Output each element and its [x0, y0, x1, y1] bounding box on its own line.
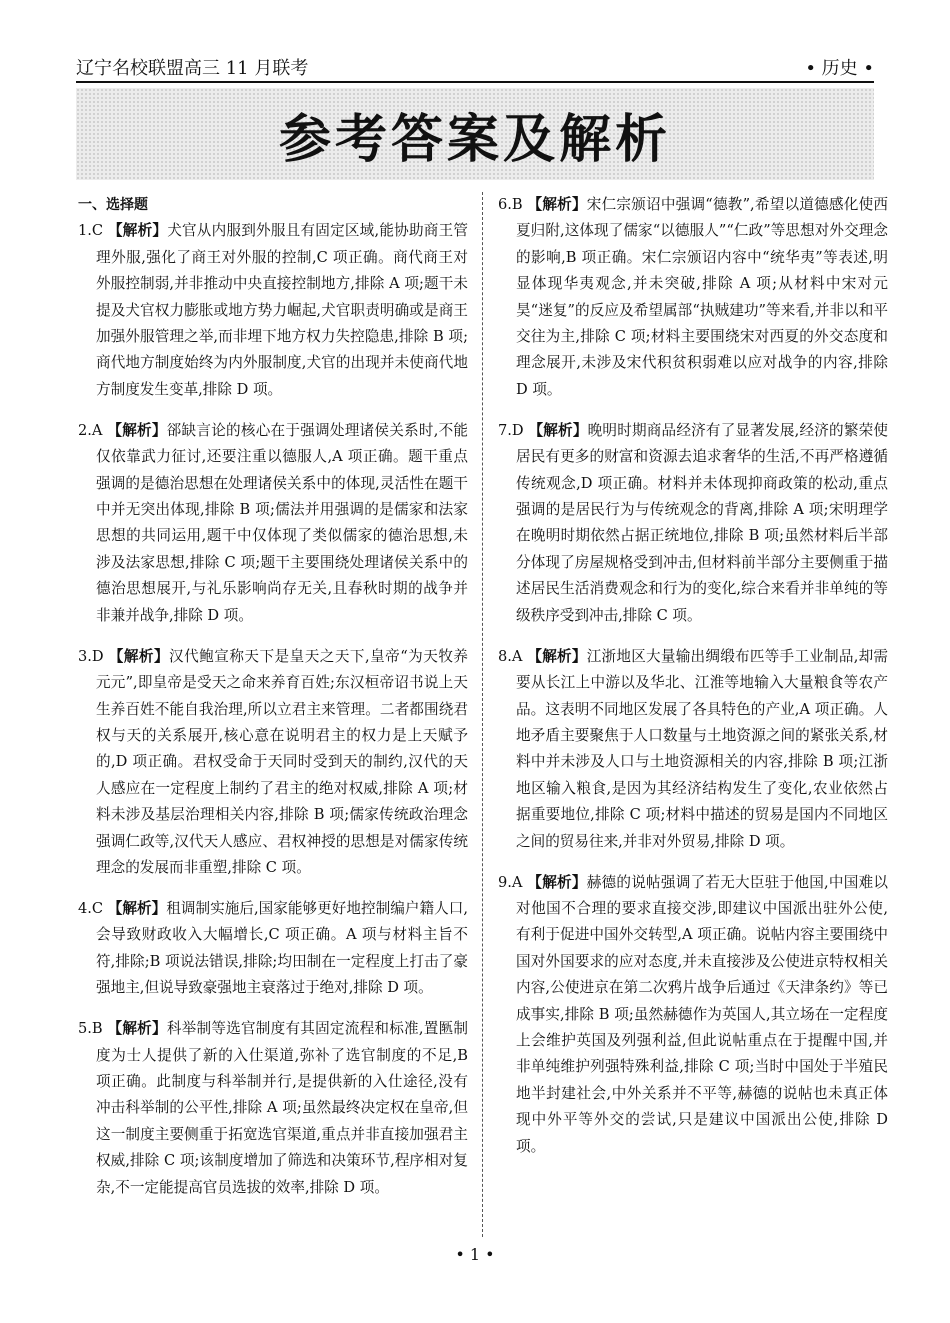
- header-rule: [76, 81, 874, 83]
- analysis-tag: 【解析】: [527, 647, 587, 665]
- answer-item: [498, 418, 888, 629]
- analysis-tag: 【解析】: [527, 873, 587, 891]
- analysis-tag: 【解析】: [107, 899, 167, 917]
- answer-item: [78, 1016, 468, 1201]
- answer-key: 9.A: [498, 873, 523, 891]
- answer-key: 8.A: [498, 647, 523, 665]
- answer-item: [78, 644, 468, 882]
- answer-text: 郤缺言论的核心在于强调处理诸侯关系时,不能仅依靠武力征讨,还要注重以德服人,A 项正确。题干重点强调的是德治思想在处理诸侯关系中的体现,灵活性在题干中并无突出体现,排除 B 项;儒法并用强调的是儒家和法家思想的共同运用,题干中仅体现了类似儒家的德治思想,未涉及法家思想,排除 C 项;题干主要围绕处理诸侯关系中的德治思想展开,与礼乐影响尚存无关,且春秋时期的战争并非兼并战争,排除 D 项。: [96, 421, 468, 624]
- subject-label: • 历史 •: [805, 58, 874, 79]
- page-number: • 1 •: [455, 1245, 495, 1264]
- analysis-tag: 【解析】: [107, 1020, 167, 1038]
- left-column: [78, 192, 468, 1205]
- answer-text: 江浙地区大量输出绸缎布匹等手工业制品,却需要从长江上中游以及华北、江淮等地输入大量粮食等农产品。这表明不同地区发展了各具特色的产业,A 项正确。人地矛盾主要聚焦于人口数量与土地资源之间的紧张关系,材料中并未涉及人口与土地资源相关的内容,排除 B 项;江浙地区输入粮食,是因为其经济结构发生了变化,农业依然占据重要地位,排除 C 项;材料中描述的贸易是国内不同地区之间的贸易往来,并非对外贸易,排除 D 项。: [516, 647, 888, 850]
- answer-item: [498, 192, 888, 403]
- answer-key: 2.A: [78, 421, 103, 439]
- answer-key: 5.B: [78, 1020, 103, 1038]
- analysis-tag: 【解析】: [107, 222, 168, 240]
- analysis-tag: 【解析】: [527, 196, 587, 213]
- answer-text: 犬官从内服到外服且有固定区域,能协助商王管理外服,强化了商王对外服的控制,C 项正确。商代商王对外服控制弱,并非推动中央直接控制地方,排除 A 项;题干未提及犬官权力膨胀或地方势力崛起,犬官职责明确或是商王加强外服管理之举,而非埋下地方权力失控隐患,排除 B 项;商代地方制度始终为内外服制度,犬官的出现并未使商代地方制度发生变革,排除 D 项。: [96, 222, 468, 398]
- analysis-tag: 【解析】: [107, 421, 167, 439]
- right-column: [498, 192, 888, 1164]
- answer-text: 科举制等选官制度有其固定流程和标准,置匦制度为士人提供了新的入仕渠道,弥补了选官制度的不足,B 项正确。此制度与科举制并行,是提供新的入仕途径,没有冲击科举制的公平性,排除 A 项;虽然最终决定权在皇帝,但这一制度主要侧重于拓宽选官渠道,重点并非直接加强君主权威,排除 C 项;该制度增加了筛选和决策环节,程序相对复杂,不一定能提高官员选拔的效率,排除 D 项。: [96, 1020, 468, 1196]
- exam-title: 辽宁名校联盟高三 11 月联考: [76, 58, 309, 79]
- analysis-tag: 【解析】: [108, 647, 170, 665]
- answer-item: [78, 418, 468, 629]
- section-heading: 一、选择题: [78, 197, 148, 213]
- answer-key: 1.C: [78, 222, 104, 240]
- answer-text: 租调制实施后,国家能够更好地控制编户籍人口,会导致财政收入大幅增长,C 项正确。A 项与材料主旨不符,排除;B 项说法错误,排除;均田制在一定程度上打击了豪强地主,但说导致豪强地主衰落过于绝对,排除 D 项。: [96, 899, 469, 997]
- page-title: 参考答案及解析: [278, 109, 671, 170]
- answer-item: [78, 896, 468, 1002]
- answer-key: 3.D: [78, 647, 104, 665]
- answer-item: [498, 644, 888, 855]
- answer-text: 宋仁宗颁诏中强调“德教”,希望以道德感化使西夏归附,这体现了儒家“以德服人”“仁政”等思想对外交理念的影响,B 项正确。宋仁宗颁诏内容中“统华夷”等表述,明显体现华夷观念,并未突破,排除 A 项;从材料中宋对元昊“迷复”的反应及希望属部“执贼建功”等来看,并非以和平交往为主,排除 C 项;材料主要围绕宋对西夏的外交态度和理念展开,未涉及宋代积贫积弱难以应对战争的内容,排除 D 项。: [516, 196, 888, 398]
- answer-key: 4.C: [78, 899, 104, 917]
- answer-text: 晚明时期商品经济有了显著发展,经济的繁荣使居民有更多的财富和资源去追求奢华的生活,不再严格遵循传统观念,D 项正确。材料并未体现抑商政策的松动,重点强调的是居民行为与传统观念的背离,排除 A 项;宋明理学在晚明时期依然占据正统地位,排除 B 项;虽然材料后半部分体现了房屋规格受到冲击,但材料前半部分主要侧重于描述居民生活消费观念和行为的变化,综合来看并非单纯的等级秩序受到冲击,排除 C 项。: [516, 421, 888, 624]
- answer-text: 汉代鲍宣称天下是皇天之天下,皇帝“为天牧养元元”,即皇帝是受天之命来养育百姓;东汉桓帝诏书说上天生养百姓不能自我治理,所以立君主来管理。二者都围绕君权与天的关系展开,核心意在说明君主的权力是上天赋予的,D 项正确。君权受命于天同时受到天的制约,汉代的天人感应在一定程度上制约了君主的绝对权威,排除 A 项;材料未涉及基层治理相关内容,排除 B 项;儒家传统政治理念强调仁政等,汉代天人感应、君权神授的思想是对儒家传统理念的发展而非重塑,排除 C 项。: [96, 647, 468, 876]
- answer-key: 6.B: [498, 196, 523, 213]
- answer-item: [78, 218, 468, 403]
- answer-key: 7.D: [498, 421, 524, 439]
- title-banner: [76, 88, 874, 180]
- answer-item: [498, 870, 888, 1160]
- answer-text: 赫德的说帖强调了若无大臣驻于他国,中国难以对他国不合理的要求直接交涉,即建议中国派出驻外公使,有利于促进中国外交转型,A 项正确。说帖内容主要围绕中国对外国要求的应对态度,并未直接涉及公使进京特权相关内容,公使进京在第二次鸦片战争后通过《天津条约》等已成事实,排除 B 项;虽然赫德作为英国人,其立场在一定程度上会维护英国及列强利益,但此说帖重点在于提醒中国,并非单纯维护列强特殊利益,排除 C 项;当时中国处于半殖民地半封建社会,中外关系并不平等,赫德的说帖也未真正体现中外平等外交的尝试,只是建议中国派出公使,排除 D 项。: [516, 873, 888, 1155]
- column-divider: [482, 192, 483, 1237]
- page-header: [76, 48, 874, 80]
- analysis-tag: 【解析】: [528, 421, 588, 439]
